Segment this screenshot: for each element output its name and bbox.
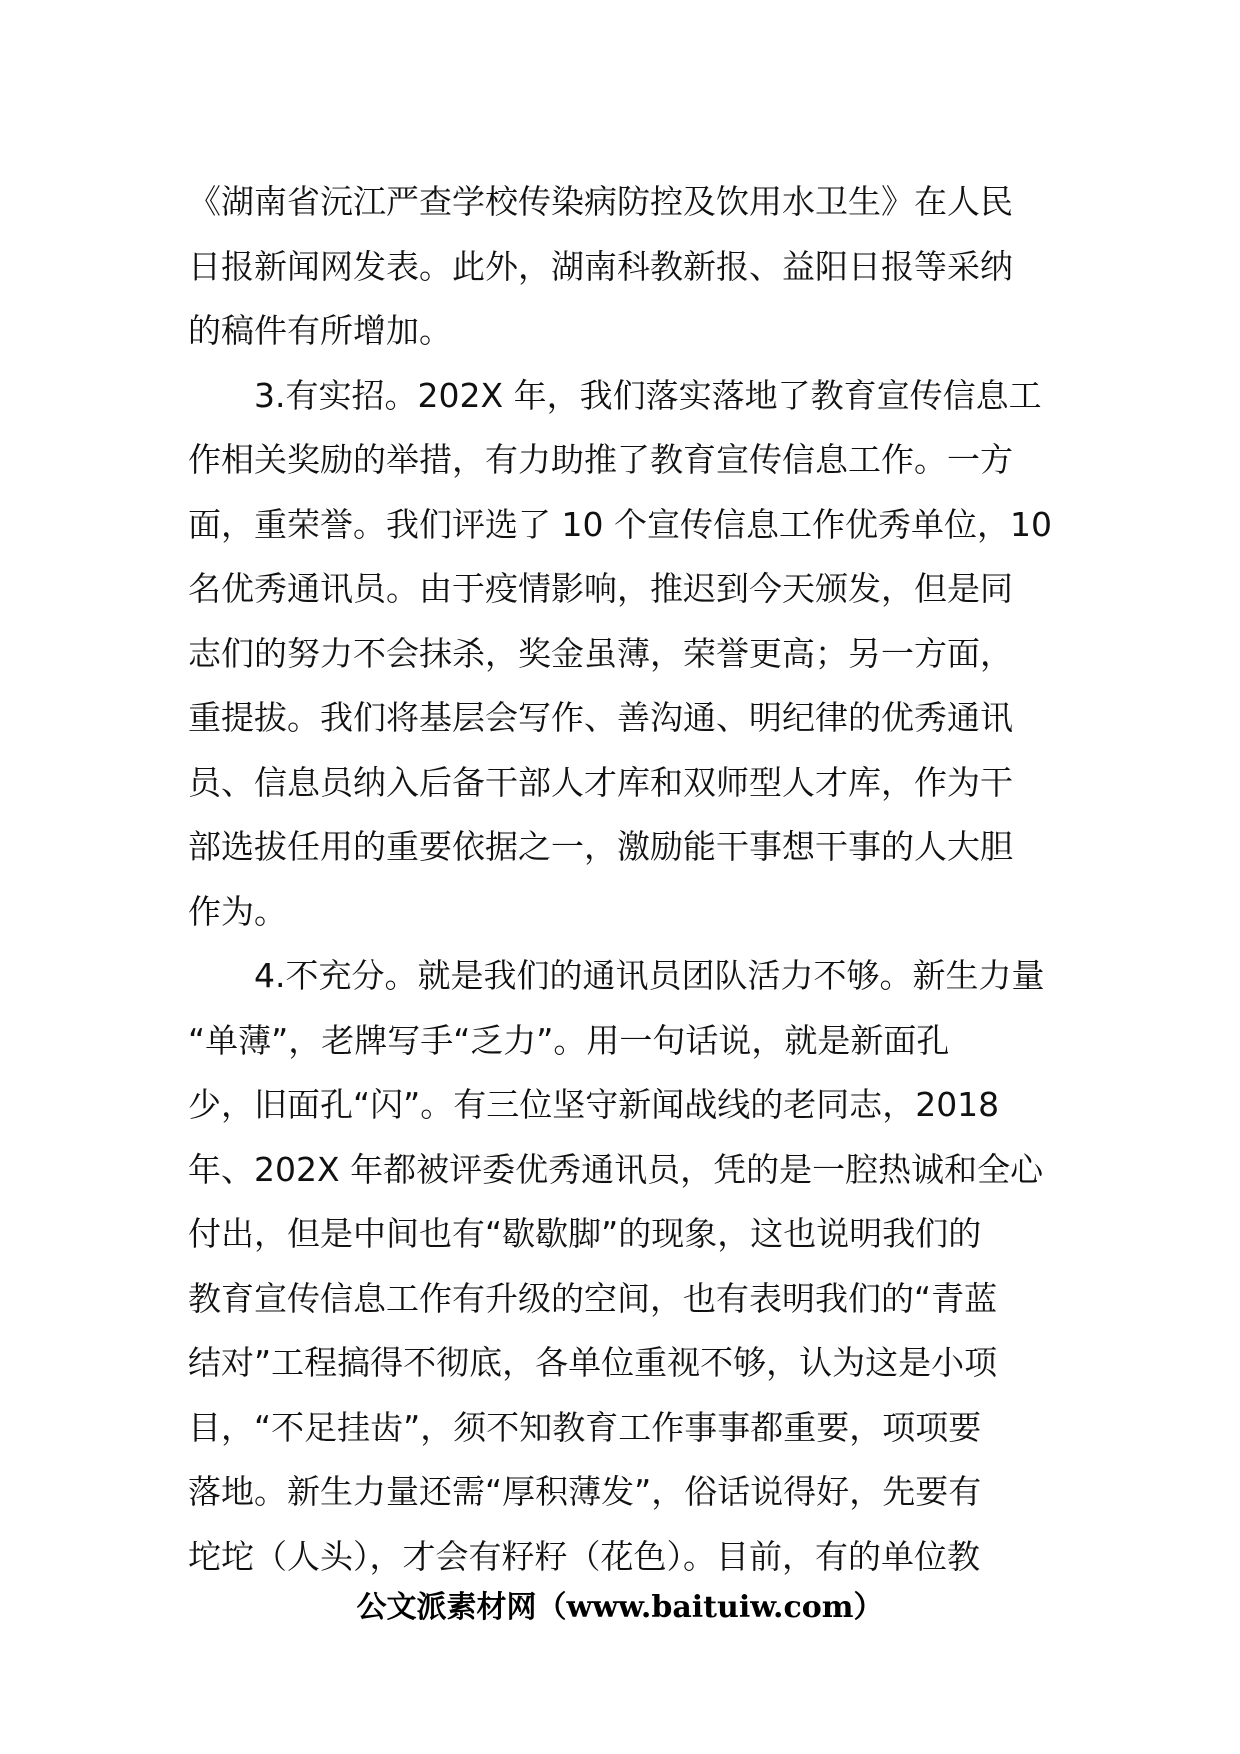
text-line: 名优秀通讯员。由于疫情影响，推迟到今天颁发，但是同 (188, 569, 1013, 608)
text-line: 作为。 (188, 891, 287, 931)
text-line: 落地。新生力量还需“厚积薄发”，俗话说得好，先要有 (188, 1472, 982, 1511)
text-line: 年、202X 年都被评委优秀通讯员，凭的是一腔热诚和全心 (188, 1149, 1044, 1189)
text-line: 日报新闻网发表。此外，湖南科教新报、益阳日报等采纳 (188, 246, 1013, 286)
paragraph-start-line: 4.不充分。就是我们的通讯员团队活力不够。新生力量 (254, 956, 1045, 995)
text-line: 重提拔。我们将基层会写作、善沟通、明纪律的优秀通讯 (188, 698, 1013, 737)
text-line: 《湖南省沅江严查学校传染病防控及饮用水卫生》在人民 (188, 182, 1013, 221)
text-line: 少，旧面孔“闪”。有三位坚守新闻战线的老同志，2018 (188, 1085, 1000, 1124)
document-body (188, 170, 1078, 1589)
text-line: 员、信息员纳入后备干部人才库和双师型人才库，作为干 (188, 762, 1013, 802)
text-line: 的稿件有所增加。 (188, 311, 452, 350)
text-line: 坨坨（人头），才会有籽籽（花色）。目前，有的单位教 (188, 1536, 980, 1576)
text-line: 目，“不足挂齿”，须不知教育工作事事都重要，项项要 (188, 1407, 982, 1447)
text-line: 付出，但是中间也有“歇歇脚”的现象，这也说明我们的 (188, 1214, 982, 1253)
text-line: 面，重荣誉。我们评选了 10 个宣传信息工作优秀单位，10 (188, 504, 1052, 544)
text-line: 志们的努力不会抹杀，奖金虽薄，荣誉更高；另一方面， (188, 633, 1013, 673)
footer-source-text: 公文派素材网（www.baituiw.com） (356, 1590, 884, 1625)
text-line: 作相关奖励的举措，有力助推了教育宣传信息工作。一方 (188, 440, 1013, 479)
text-line: 教育宣传信息工作有升级的空间，也有表明我们的“青蓝 (188, 1278, 998, 1318)
paragraph-start-line: 3.有实招。202X 年，我们落实落地了教育宣传信息工 (254, 375, 1042, 415)
text-line: 部选拔任用的重要依据之一，激励能干事想干事的人大胆 (188, 827, 1013, 866)
text-line: 结对”工程搞得不彻底，各单位重视不够，认为这是小项 (188, 1343, 998, 1382)
text-line: “单薄”，老牌写手“乏力”。用一句话说，就是新面孔 (188, 1020, 950, 1060)
